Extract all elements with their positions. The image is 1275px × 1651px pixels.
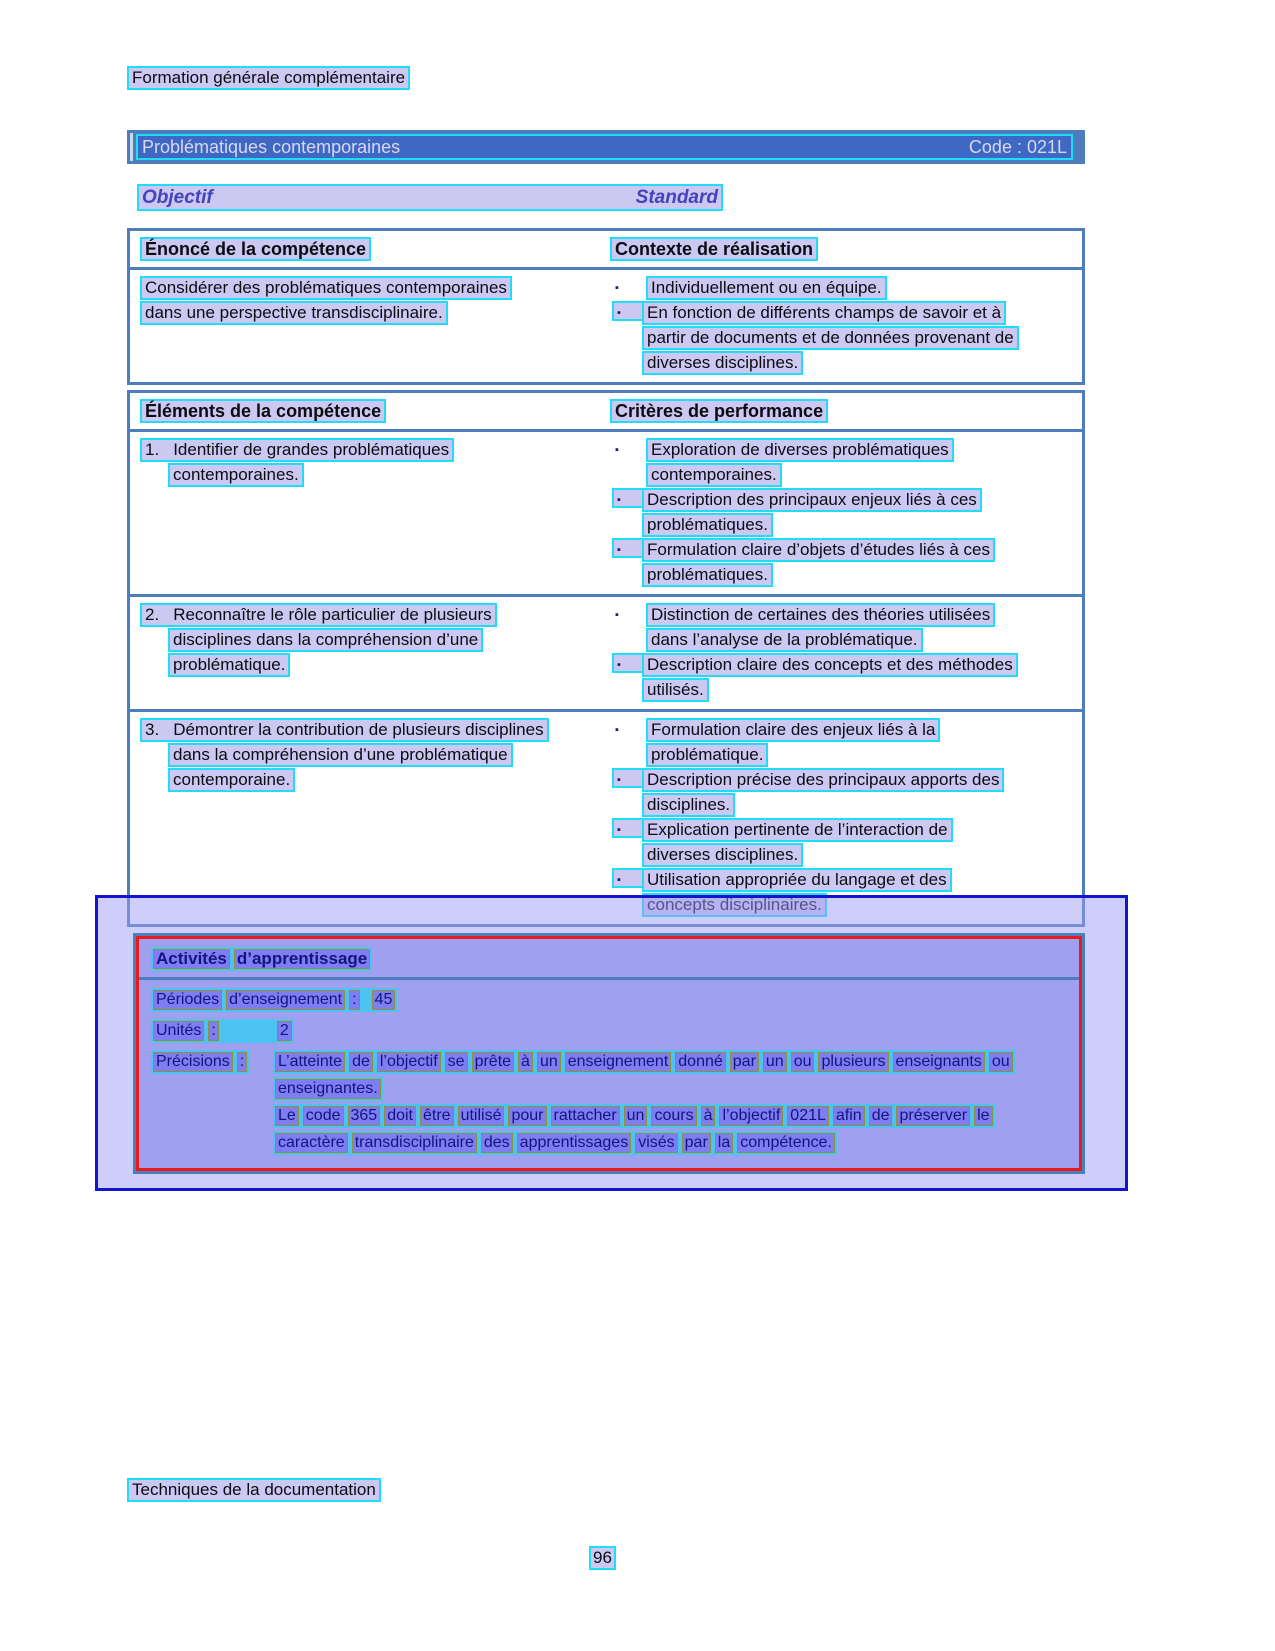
- activities-title-row: [139, 945, 1079, 980]
- header-cell-contexte: [600, 231, 1082, 267]
- element-line: problématique.: [168, 653, 290, 677]
- bullet-icon: ▪: [615, 724, 619, 736]
- section-note-text: Formation générale complémentaire: [127, 66, 410, 90]
- competence-table-header: [130, 231, 1082, 270]
- activities-table: [133, 933, 1085, 1174]
- element-line: contemporaines.: [168, 463, 304, 487]
- bullet-icon: ▪: [612, 768, 642, 788]
- table-row: [130, 432, 1082, 597]
- banner-code: Code : 021L: [968, 136, 1067, 157]
- standard-label: Standard: [635, 187, 718, 208]
- title-banner: [127, 130, 1085, 164]
- critere-line: Distinction de certaines des théories utilisées: [646, 603, 995, 627]
- list-item: [612, 276, 1076, 301]
- header-cell-elements: [130, 393, 600, 429]
- list-item: [612, 603, 1076, 653]
- critere-line: utilisés.: [642, 678, 709, 702]
- units-label: Unités :: [153, 1022, 219, 1039]
- list-item: [612, 488, 1076, 538]
- precisions-line: enseignantes.: [273, 1077, 383, 1101]
- critere-line: dans l’analyse de la problématique.: [646, 628, 923, 652]
- contexte-line: diverses disciplines.: [642, 351, 803, 375]
- page-number-text: 96: [589, 1546, 616, 1570]
- critere-line: problématiques.: [642, 513, 773, 537]
- list-item: [612, 438, 1076, 488]
- bullet-icon: ▪: [612, 538, 642, 558]
- list-item: [612, 538, 1076, 588]
- criteres-cell: [600, 432, 1082, 594]
- critere-line: Utilisation appropriée du langage et des: [642, 868, 952, 892]
- precisions-label-cell: [151, 1050, 273, 1158]
- bullet-icon: ▪: [615, 444, 619, 456]
- list-item: [612, 718, 1076, 768]
- precisions-row: [151, 1050, 1067, 1158]
- element-line: Démontrer la contribution de plusieurs disciplines: [173, 720, 544, 739]
- criteres-cell: [600, 712, 1082, 924]
- item-number: 3.: [145, 720, 160, 739]
- precisions-text: [273, 1050, 1015, 1158]
- precisions-line: L’atteinte de l’objectif se prête à un enseignement donné par un ou plusieurs enseignants ou: [273, 1050, 1015, 1074]
- critere-line: Exploration de diverses problématiques: [646, 438, 954, 462]
- bullet-icon: ▪: [615, 282, 619, 294]
- critere-line: problématique.: [646, 743, 768, 767]
- periods-row: [151, 988, 1067, 1012]
- banner-highlight: [136, 134, 1073, 160]
- precisions-line: Le code 365 doit être utilisé pour rattacher un cours à l’objectif 021L afin de préserver le: [273, 1104, 995, 1128]
- element-cell: [130, 712, 600, 924]
- periods-line: [151, 988, 397, 1012]
- item-number: 1.: [145, 440, 160, 459]
- units-value: 2: [277, 1022, 292, 1039]
- precisions-line: caractère transdisciplinaire des apprentissages visés par la compétence.: [273, 1131, 837, 1155]
- footer-text: Techniques de la documentation: [127, 1478, 381, 1502]
- critere-line: Description claire des concepts et des méthodes: [642, 653, 1018, 677]
- bullet-icon: ▪: [612, 488, 642, 508]
- critere-line: Description des principaux enjeux liés à ces: [642, 488, 982, 512]
- element-line: contemporaine.: [168, 768, 295, 792]
- elements-table: [127, 390, 1085, 927]
- critere-line: contemporaines.: [646, 463, 782, 487]
- activities-annotation-redbox: [136, 936, 1082, 1171]
- element-line: dans la compréhension d’une problématique: [168, 743, 513, 767]
- criteres-cell: [600, 597, 1082, 709]
- activities-title: Activités d’apprentissage: [151, 947, 372, 971]
- contexte-line: partir de documents et de données provenant de: [642, 326, 1019, 350]
- banner-title: Problématiques contemporaines: [142, 136, 401, 157]
- element-cell: [130, 597, 600, 709]
- list-item: [612, 301, 1076, 376]
- section-note: [127, 66, 410, 90]
- objectif-standard-highlight: [137, 184, 723, 211]
- precisions-label: Précisions :: [151, 1050, 249, 1074]
- header-elements-text: Éléments de la compétence: [140, 399, 386, 423]
- footer-note: [127, 1478, 381, 1502]
- bullet-icon: ▪: [615, 609, 619, 621]
- contexte-cell: [600, 270, 1082, 382]
- contexte-line: Individuellement ou en équipe.: [646, 276, 887, 300]
- units-row: [151, 1019, 1067, 1043]
- enonce-cell: [130, 270, 600, 382]
- competence-table: [127, 228, 1085, 385]
- critere-line: Formulation claire des enjeux liés à la: [646, 718, 940, 742]
- critere-line: Explication pertinente de l’interaction de: [642, 818, 953, 842]
- element-line: disciplines dans la compréhension d’une: [168, 628, 483, 652]
- competence-table-body: [130, 270, 1082, 382]
- list-item: [612, 653, 1076, 703]
- banner-left-tick: [130, 133, 133, 161]
- header-cell-enonce: [130, 231, 600, 267]
- objectif-label: Objectif: [142, 187, 213, 208]
- bullet-icon: ▪: [612, 818, 642, 838]
- units-line: [151, 1019, 294, 1043]
- page-number: [589, 1546, 616, 1570]
- element-line: Reconnaître le rôle particulier de plusieurs: [173, 605, 492, 624]
- critere-line: Description précise des principaux apports des: [642, 768, 1004, 792]
- critere-line: diverses disciplines.: [642, 843, 803, 867]
- list-item: [612, 768, 1076, 818]
- critere-line: disciplines.: [642, 793, 735, 817]
- bullet-icon: ▪: [612, 868, 642, 888]
- elements-table-header: [130, 393, 1082, 432]
- objectif-standard-row: [137, 184, 723, 211]
- element-line: Identifier de grandes problématiques: [173, 440, 450, 459]
- list-item: [612, 818, 1076, 868]
- element-cell: [130, 432, 600, 594]
- header-enonce-text: Énoncé de la compétence: [140, 237, 371, 261]
- bullet-icon: ▪: [612, 653, 642, 673]
- periods-label: Périodes d’enseignement :: [153, 991, 360, 1008]
- critere-line: problématiques.: [642, 563, 773, 587]
- header-contexte-text: Contexte de réalisation: [610, 237, 818, 261]
- table-row: [130, 712, 1082, 924]
- contexte-line: En fonction de différents champs de savoir et à: [642, 301, 1006, 325]
- periods-value: 45: [372, 991, 396, 1008]
- header-cell-criteres: [600, 393, 1082, 429]
- table-row: [130, 597, 1082, 712]
- enonce-line: Considérer des problématiques contemporaines: [140, 276, 512, 300]
- item-number: 2.: [145, 605, 160, 624]
- critere-line: Formulation claire d’objets d’études liés à ces: [642, 538, 995, 562]
- bullet-icon: ▪: [612, 301, 642, 321]
- enonce-line: dans une perspective transdisciplinaire.: [140, 301, 448, 325]
- header-criteres-text: Critères de performance: [610, 399, 828, 423]
